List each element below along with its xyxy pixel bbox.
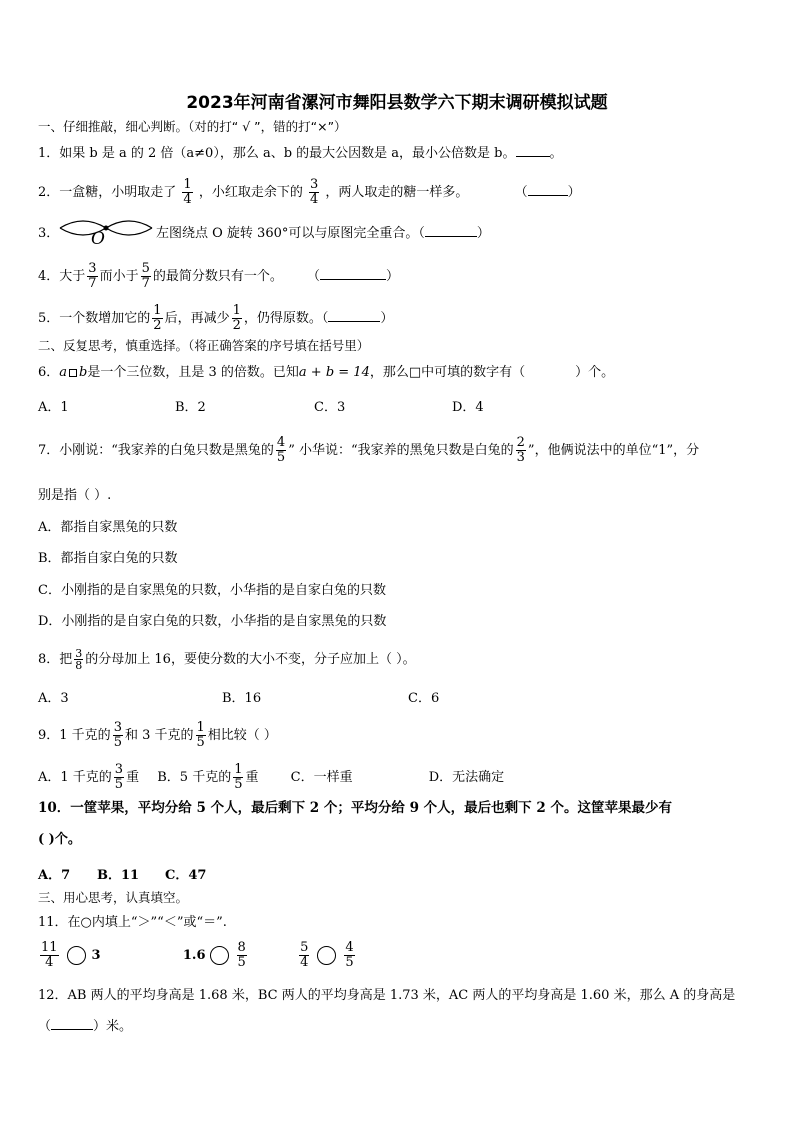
q4-text-b: 而小于 [99,269,139,284]
q11-comparisons [38,941,357,970]
question-6 [38,365,614,381]
q6-box-icon [69,369,77,377]
q10-option-a[interactable]: A．7 [38,868,71,883]
q6-option-b[interactable]: B．2 [175,400,206,415]
question-9 [38,721,277,750]
q2-text-a: 2．一盒糖，小明取走了 [38,185,177,200]
q10-line-1: 10．一筐苹果，平均分给 5 个人，最后剩下 2 个；平均分给 9 个人，最后也剩下 2 个。这筐苹果最少有 [38,800,672,816]
q1-text: 1．如果 b 是 a 的 2 倍（a≠0），那么 a、b 的最大公因数是 a，最小公倍数是 b。 [38,146,516,161]
q8-option-c[interactable]: C．6 [408,691,440,706]
question-3 [156,226,490,242]
q5-answer-blank[interactable] [328,321,380,322]
q5-text-a: 5．一个数增加它的 [38,311,151,326]
q3-text: 左图绕点 O 旋转 360°可以与原图完全重合。（ [156,226,425,241]
q11-c1-right: 3 [91,948,101,963]
q2-answer-blank[interactable] [528,195,568,196]
q6-option-c[interactable]: C．3 [314,400,346,415]
question-1 [38,146,563,162]
q11-c3-circle[interactable] [317,946,336,965]
q7-option-a[interactable]: A．都指自家黑兔的只数 [38,520,178,535]
q3-end: ） [476,226,490,241]
q8-text-b: 的分母加上 16，要使分数的大小不变，分子应加上（ ）。 [85,652,416,667]
q11-c3-right-fraction: $\frac{4}{5}$ [345,940,354,970]
q11-text: 11．在○内填上“＞”“＜”或“＝”. [38,915,227,930]
q12-answer-blank[interactable] [51,1029,93,1030]
q4-text-a: 4．大于 [38,269,86,284]
q4-paren-right: ） [386,269,400,284]
q6-text-b: 是一个三位数，且是 3 的倍数。已知 [87,365,299,380]
q11-c2-circle[interactable] [210,946,229,965]
q11-c1-circle[interactable] [67,946,86,965]
rotation-figure [56,214,156,250]
q10-line-2: ( )个。 [38,832,81,847]
q6-var-b: b [79,365,88,380]
q4-fraction-1: $\frac{3}{7}$ [88,261,97,291]
q9-text-b: 和 3 千克的 [124,728,194,743]
q6-var-a: a [59,365,68,380]
q7-fraction-2: $\frac{2}{3}$ [516,435,525,465]
q2-fraction-2: $\frac{3}{4}$ [310,177,319,207]
q7-option-d[interactable]: D．小刚指的是自家白兔的只数，小华指的是自家黑兔的只数 [38,614,387,629]
q2-text-c: ，两人取走的糖一样多。 [325,185,469,200]
q8-text-a: 8．把 [38,652,73,667]
q8-option-a[interactable]: A．3 [38,691,69,706]
q5-text-b: 后，再减少 [164,311,230,326]
q6-option-a[interactable]: A．1 [38,400,69,415]
q12-text-end: ）米。 [93,1019,133,1034]
q4-paren-left: （ [307,269,321,284]
q1-blank[interactable] [516,156,550,157]
q3-number: 3． [38,226,60,241]
q5-fraction-2: $\frac{1}{2}$ [232,303,241,333]
q9-options [38,763,504,792]
q7-text-b: ” 小华说：“我家养的黑兔只数是白兔的 [288,443,514,458]
q8-fraction: $\frac{3}{8}$ [75,647,83,672]
q2-fraction-1: $\frac{1}{4}$ [183,177,192,207]
q6-option-d[interactable]: D．4 [452,400,484,415]
q10-option-b[interactable]: B．11 [97,868,140,883]
section-3-heading: 三、用心思考，认真填空。 [38,890,189,905]
question-8 [38,648,416,671]
q5-fraction-1: $\frac{1}{2}$ [153,303,162,333]
q7-text-c: ”，他俩说法中的单位“1”，分 [527,443,700,458]
q9-fraction-1: $\frac{3}{5}$ [113,720,122,750]
q11-c1-fraction: $\frac{11}{4}$ [41,940,58,970]
q4-answer-blank[interactable] [320,279,386,280]
q10-option-c[interactable]: C．47 [165,868,207,883]
q9-fraction-2: $\frac{1}{5}$ [196,720,205,750]
q9-option-a[interactable]: A．1 千克的 $\frac{3}{5}$ 重 [38,762,140,792]
q11-c2-fraction: $\frac{8}{5}$ [237,940,246,970]
q7-option-b[interactable]: B．都指自家白兔的只数 [38,551,178,566]
q11-c3-left-fraction: $\frac{5}{4}$ [300,940,309,970]
page-title: 2023年河南省漯河市舞阳县数学六下期末调研模拟试题 [186,93,608,113]
q5-text-c: ，仍得原数。（ [243,311,329,326]
q2-text-b: ，小红取走余下的 [198,185,303,200]
q2-paren-right: ） [567,185,581,200]
q6-text-c: ，那么□中可填的数字有（ [369,365,526,380]
q4-fraction-2: $\frac{5}{7}$ [141,261,150,291]
q7-option-c[interactable]: C．小刚指的是自家黑兔的只数，小华指的是自家白兔的只数 [38,583,386,598]
q2-paren-left: （ [514,185,528,200]
q9-option-c[interactable]: C．一样重 [290,770,353,785]
q7-fraction-1: $\frac{4}{5}$ [276,435,286,465]
q4-text-c: 的最简分数只有一个。 [152,269,283,284]
q3-answer-blank[interactable] [425,236,477,237]
point-o-label: O [91,229,105,249]
q12-paren-left: （ [38,1019,52,1034]
q6-number: 6． [38,365,60,380]
question-4 [38,262,399,291]
q8-option-b[interactable]: B．16 [222,691,262,706]
q12-line-2 [38,1019,132,1035]
q6-text-d: ）个。 [575,365,615,380]
section-2-heading: 二、反复思考，慎重选择。（将正确答案的序号填在括号里） [38,338,370,353]
question-5 [38,304,393,333]
q5-end: ） [380,311,394,326]
q6-equation: a + b = 14 [298,365,370,380]
q9-text-c: 相比较（ ） [207,728,277,743]
q9-option-b[interactable]: B．5 千克的 $\frac{1}{5}$ 重 [157,762,259,792]
question-7 [38,436,699,465]
section-1-heading: 一、仔细推敲，细心判断。（对的打“ √ ”，错的打“×”） [38,119,347,134]
q12-line-1: 12．AB 两人的平均身高是 1.68 米，BC 两人的平均身高是 1.73 米，AC 两人的平均身高是 1.60 米，那么 A 的身高是 [38,988,736,1003]
q7-line-2: 别是指（ ）. [38,488,112,503]
q11-c2-left: 1.6 [182,948,206,963]
q9-text-a: 9．1 千克的 [38,728,111,743]
q9-option-d[interactable]: D．无法确定 [428,770,505,785]
question-2 [38,178,581,207]
q1-end: 。 [549,146,563,161]
q7-text-a: 7．小刚说：“我家养的白兔只数是黑兔的 [38,443,274,458]
